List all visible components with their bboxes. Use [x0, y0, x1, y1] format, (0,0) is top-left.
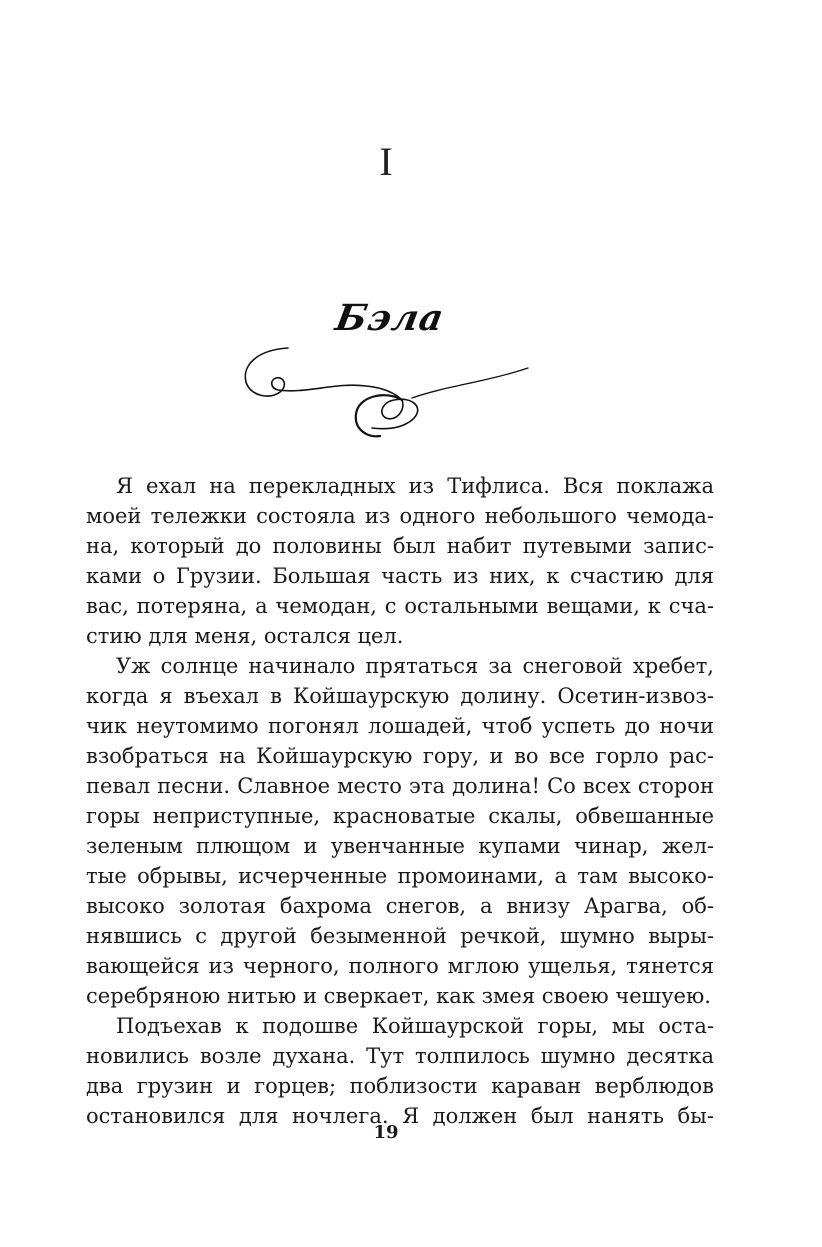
flourish-ornament-icon — [236, 338, 536, 443]
text-line: на, который до половины был набит путевыми запис- — [86, 534, 714, 558]
text-line: стию для меня, остался цел. — [86, 624, 404, 648]
text-line: два грузин и горцев; поблизости караван верблюдов — [86, 1074, 714, 1098]
page-number: 19 — [373, 1122, 399, 1143]
text-line: ками о Грузии. Большая часть из них, к счастию для — [86, 564, 714, 588]
text-line: вающейся из черного, полного мглою ущелья, тянется — [86, 954, 714, 978]
text-line: горы неприступные, красноватые скалы, обвешанные — [86, 804, 714, 828]
text-line: взобраться на Койшаурскую гору, и во все горло рас- — [86, 744, 714, 768]
text-line: остановился для ночлега. Я должен был нанять бы- — [86, 1104, 714, 1128]
text-line: Уж солнце начинало прятаться за снеговой хребет, — [116, 654, 714, 678]
text-line: серебряною нитью и сверкает, как змея своею чешуею. — [86, 984, 711, 1008]
text-line: певал песни. Славное место эта долина! Со всех сторон — [86, 774, 714, 798]
text-line: нявшись с другой безыменной речкой, шумно выры- — [86, 924, 714, 948]
body-text — [86, 471, 714, 1131]
chapter-number: I — [379, 139, 393, 184]
text-line: когда я въехал в Койшаурскую долину. Осетин-извоз- — [86, 684, 714, 708]
text-line: вас, потеряна, а чемодан, с остальными вещами, к сча- — [86, 594, 714, 618]
text-line: новились возле духана. Тут толпилось шумно десятка — [86, 1044, 714, 1068]
text-line: Я ехал на перекладных из Тифлиса. Вся поклажа — [116, 474, 714, 498]
text-line: моей тележки состояла из одного небольшого чемода- — [86, 504, 714, 528]
chapter-title: Бэла — [332, 297, 448, 339]
text-line: высоко золотая бахрома снегов, а внизу Арагва, об- — [86, 894, 714, 918]
text-line: тые обрывы, исчерченные промоинами, а там высоко- — [86, 864, 714, 888]
text-line: чик неутомимо погонял лошадей, чтоб успеть до ночи — [86, 714, 714, 738]
text-line: Подъехав к подошве Койшаурской горы, мы оста- — [116, 1014, 714, 1038]
text-line: зеленым плющом и увенчанные купами чинар, жел- — [86, 834, 714, 858]
